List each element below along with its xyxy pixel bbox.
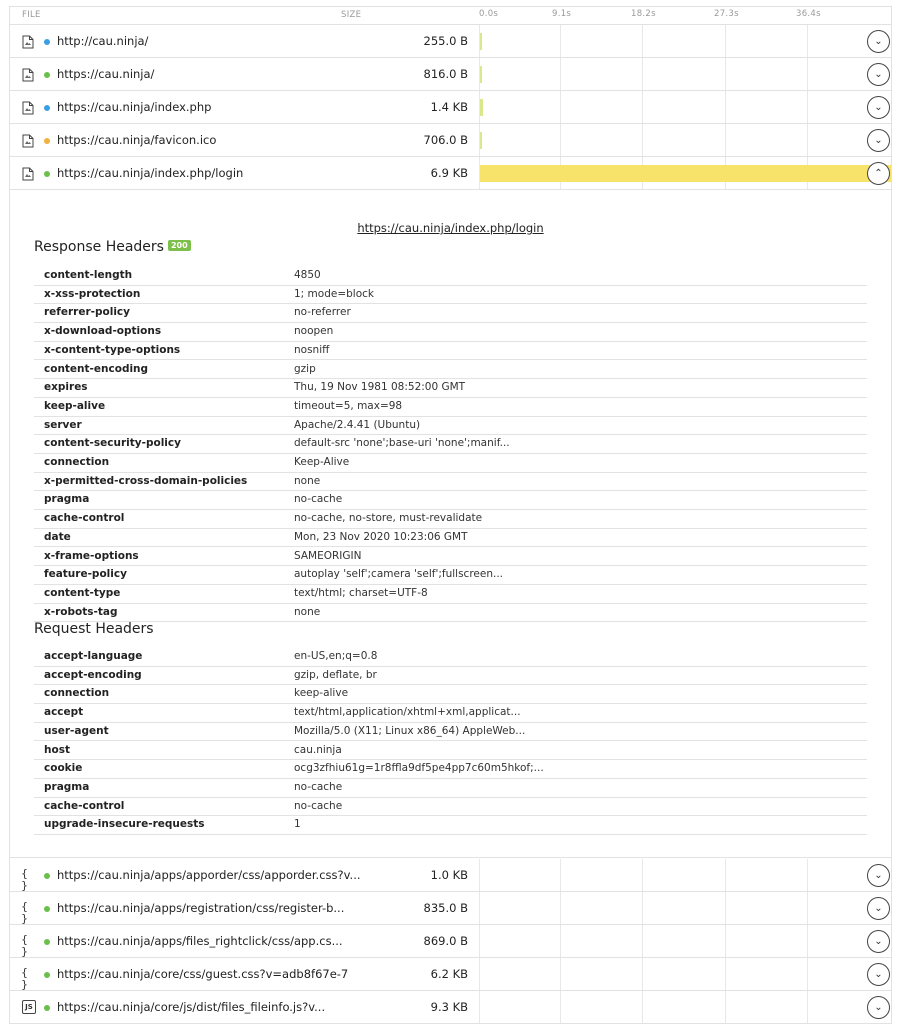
request-size: 1.4 KB: [430, 100, 468, 114]
request-row[interactable]: [10, 124, 892, 157]
header-value: Mozilla/5.0 (X11; Linux x86_64) AppleWeb...: [294, 724, 526, 737]
request-url[interactable]: https://cau.ninja/index.php/login: [57, 166, 244, 180]
timeline-tick: 0.0s: [479, 9, 499, 19]
status-dot: [44, 171, 50, 177]
timeline-tick: 27.3s: [714, 9, 739, 19]
expand-toggle-button[interactable]: [867, 129, 890, 152]
header-row: [34, 286, 867, 305]
page-icon: [22, 67, 34, 81]
timeline-gridline: [725, 58, 726, 90]
header-name: feature-policy: [44, 568, 127, 581]
request-url[interactable]: https://cau.ninja/apps/files_rightclick/css/app.cs...: [57, 934, 343, 948]
header-value: ocg3zfhiu61g=1r8ffla9df5pe4pp7c60m5hkof;...: [294, 762, 544, 775]
timeline-gridline: [479, 925, 480, 957]
status-badge: 200: [168, 240, 191, 251]
timeline-gridline: [725, 991, 726, 1023]
timeline-tick: 36.4s: [796, 9, 821, 19]
header-row: [34, 760, 867, 779]
chevron-down-icon: ⌄: [874, 102, 883, 113]
header-name: user-agent: [44, 724, 109, 737]
header-value: no-cache: [294, 493, 343, 506]
chevron-down-icon: ⌄: [874, 36, 883, 47]
header-name: x-frame-options: [44, 549, 139, 562]
header-name: x-robots-tag: [44, 605, 118, 618]
header-value: 1: [294, 818, 301, 831]
timeline-gridline: [560, 925, 561, 957]
header-row: [34, 491, 867, 510]
timeline-gridline: [725, 91, 726, 123]
timeline-gridline: [479, 991, 480, 1023]
header-name: date: [44, 530, 71, 543]
header-value: cau.ninja: [294, 743, 342, 756]
header-value: Apache/2.4.41 (Ubuntu): [294, 418, 421, 431]
timeline-gridline: [642, 25, 643, 57]
header-row: [34, 566, 867, 585]
header-row: [34, 510, 867, 529]
header-row: [34, 529, 867, 548]
header-row: [34, 304, 867, 323]
header-value: nosniff: [294, 343, 330, 356]
chevron-down-icon: ⌄: [874, 870, 883, 881]
request-row[interactable]: [10, 58, 892, 91]
timing-bar-track: [479, 991, 892, 1023]
header-name: content-type: [44, 586, 121, 599]
timeline-gridline: [560, 124, 561, 156]
header-value: SAMEORIGIN: [294, 549, 362, 562]
timing-bar-track: [479, 892, 892, 924]
header-value: no-referrer: [294, 306, 351, 319]
status-dot: [44, 1005, 50, 1011]
status-dot: [44, 138, 50, 144]
chevron-down-icon: ⌄: [874, 903, 883, 914]
header-value: no-cache, no-store, must-revalidate: [294, 512, 483, 525]
header-value: default-src 'none';base-uri 'none';manif...: [294, 437, 510, 450]
request-url[interactable]: https://cau.ninja/core/css/guest.css?v=adb8f67e-7: [57, 967, 349, 981]
status-dot: [44, 972, 50, 978]
header-value: Keep-Alive: [294, 456, 350, 468]
header-name: pragma: [44, 493, 90, 506]
request-url[interactable]: https://cau.ninja/core/js/dist/files_fileinfo.js?v...: [57, 1000, 326, 1014]
header-value: 4850: [294, 269, 321, 281]
header-row: [34, 361, 867, 380]
timeline-gridline: [725, 958, 726, 990]
header-row: [34, 454, 867, 473]
request-url[interactable]: http://cau.ninja/: [57, 34, 149, 48]
header-row: [34, 685, 867, 704]
timing-bar-track: [479, 157, 892, 189]
header-row: [34, 704, 867, 723]
timing-bar-track: [479, 124, 892, 156]
request-headers-title: Request Headers: [34, 621, 154, 637]
timeline-gridline: [560, 892, 561, 924]
expand-toggle-button[interactable]: [867, 996, 890, 1019]
timeline-gridline: [807, 958, 808, 990]
header-row: [34, 473, 867, 492]
timeline-gridline: [807, 124, 808, 156]
request-url[interactable]: https://cau.ninja/favicon.ico: [57, 133, 217, 147]
header-row: [34, 435, 867, 454]
header-row: [34, 548, 867, 567]
header-name: cookie: [44, 762, 83, 775]
header-value: noopen: [294, 325, 334, 338]
request-url[interactable]: https://cau.ninja/apps/apporder/css/apporder.css?v...: [57, 868, 361, 882]
timeline-gridline: [642, 958, 643, 990]
timeline-tick: 18.2s: [631, 9, 656, 19]
chevron-down-icon: ⌄: [874, 936, 883, 947]
timeline-gridline: [479, 958, 480, 990]
request-size: 869.0 B: [423, 934, 468, 948]
expand-toggle-button[interactable]: [867, 63, 890, 86]
header-name: host: [44, 743, 70, 756]
size-column-header[interactable]: SIZE: [341, 10, 362, 20]
page-icon: [22, 133, 34, 147]
timeline-gridline: [560, 25, 561, 57]
header-name: x-download-options: [44, 325, 162, 338]
timeline-gridline: [642, 892, 643, 924]
header-row: [34, 723, 867, 742]
timeline-gridline: [725, 892, 726, 924]
header-value: no-cache: [294, 780, 343, 793]
timing-bar: [480, 66, 482, 83]
header-value: no-cache: [294, 799, 343, 812]
header-name: content-security-policy: [44, 437, 181, 450]
timeline-gridline: [560, 859, 561, 891]
header-row: [34, 742, 867, 761]
request-row[interactable]: [10, 958, 892, 991]
header-value: autoplay 'self';camera 'self';fullscreen...: [294, 568, 503, 581]
expand-toggle-button[interactable]: [867, 930, 890, 953]
timeline-gridline: [807, 859, 808, 891]
header-name: server: [44, 418, 82, 431]
file-column-header[interactable]: FILE: [22, 10, 41, 20]
timeline-gridline: [807, 91, 808, 123]
timeline-gridline: [725, 859, 726, 891]
timeline-gridline: [642, 124, 643, 156]
page-icon: [22, 100, 34, 114]
timeline-gridline: [807, 925, 808, 957]
timeline-gridline: [642, 58, 643, 90]
request-row[interactable]: [10, 859, 892, 892]
header-name: content-length: [44, 269, 133, 281]
header-name: expires: [44, 381, 88, 394]
request-size: 255.0 B: [423, 34, 468, 48]
header-value: 1; mode=block: [294, 287, 374, 300]
timing-bar: [480, 165, 891, 182]
request-url[interactable]: https://cau.ninja/: [57, 67, 155, 81]
request-url[interactable]: https://cau.ninja/apps/registration/css/register-b...: [57, 901, 345, 915]
request-size: 6.2 KB: [430, 967, 468, 981]
timing-bar-track: [479, 25, 892, 57]
header-name: keep-alive: [44, 399, 106, 412]
chevron-up-icon: ⌃: [874, 168, 883, 179]
timeline-gridline: [725, 25, 726, 57]
header-name: x-xss-protection: [44, 287, 141, 300]
header-value: text/html; charset=UTF-8: [294, 586, 428, 599]
request-row[interactable]: [10, 892, 892, 925]
request-size: 1.0 KB: [430, 868, 468, 882]
header-value: gzip: [294, 362, 316, 375]
timeline-gridline: [642, 925, 643, 957]
timing-bar-track: [479, 958, 892, 990]
header-row: [34, 342, 867, 361]
css-file-icon: { }: [21, 900, 28, 925]
header-name: accept: [44, 706, 84, 719]
header-name: accept-language: [44, 650, 143, 662]
request-row[interactable]: [10, 91, 892, 124]
header-row: [34, 379, 867, 398]
header-row: [34, 585, 867, 604]
timeline-gridline: [807, 58, 808, 90]
header-row: [34, 816, 867, 835]
expand-toggle-button[interactable]: [867, 963, 890, 986]
timing-bar-track: [479, 91, 892, 123]
status-dot: [44, 105, 50, 111]
table-header: [10, 7, 892, 25]
request-size: 9.3 KB: [430, 1000, 468, 1014]
status-dot: [44, 72, 50, 78]
request-row[interactable]: [10, 25, 892, 58]
timeline-tick: 9.1s: [552, 9, 572, 19]
request-url[interactable]: https://cau.ninja/index.php: [57, 100, 212, 114]
chevron-down-icon: ⌄: [874, 969, 883, 980]
timeline-gridline: [560, 58, 561, 90]
request-url-link[interactable]: https://cau.ninja/index.php/login: [357, 221, 544, 235]
response-headers-label: Response Headers: [34, 239, 164, 255]
response-headers-title: [34, 239, 191, 255]
css-file-icon: { }: [21, 867, 28, 892]
chevron-down-icon: ⌄: [874, 135, 883, 146]
header-name: content-encoding: [44, 362, 149, 375]
status-dot: [44, 39, 50, 45]
status-dot: [44, 939, 50, 945]
expand-toggle-button[interactable]: [867, 864, 890, 887]
timing-bar-track: [479, 859, 892, 891]
timeline-gridline: [479, 859, 480, 891]
request-size: 816.0 B: [423, 67, 468, 81]
timeline-gridline: [560, 958, 561, 990]
timeline-gridline: [807, 892, 808, 924]
timeline-gridline: [807, 25, 808, 57]
header-row: [34, 323, 867, 342]
page-icon: [22, 166, 34, 180]
expand-toggle-button[interactable]: [867, 96, 890, 119]
request-row[interactable]: [10, 991, 892, 1024]
timeline-gridline: [642, 859, 643, 891]
request-row[interactable]: [10, 157, 892, 190]
request-size: 706.0 B: [423, 133, 468, 147]
status-dot: [44, 873, 50, 879]
header-name: connection: [44, 687, 110, 700]
header-row: [34, 604, 867, 623]
header-row: [34, 667, 867, 686]
header-value: timeout=5, max=98: [294, 399, 403, 412]
timeline-gridline: [642, 991, 643, 1023]
css-file-icon: { }: [21, 933, 28, 958]
header-name: accept-encoding: [44, 668, 142, 681]
header-name: cache-control: [44, 799, 125, 812]
header-value: keep-alive: [294, 687, 349, 700]
chevron-down-icon: ⌄: [874, 1002, 883, 1013]
header-name: cache-control: [44, 512, 125, 525]
page-icon: [22, 34, 34, 48]
header-row: [34, 798, 867, 817]
timeline-gridline: [560, 991, 561, 1023]
header-name: referrer-policy: [44, 306, 130, 319]
header-value: Mon, 23 Nov 2020 10:23:06 GMT: [294, 530, 468, 543]
header-value: text/html,application/xhtml+xml,applicat...: [294, 706, 521, 719]
timeline-gridline: [479, 892, 480, 924]
timing-bar: [480, 132, 482, 149]
header-name: upgrade-insecure-requests: [44, 818, 205, 831]
expand-toggle-button[interactable]: [867, 30, 890, 53]
header-row: [34, 417, 867, 436]
header-name: pragma: [44, 780, 90, 793]
timing-bar-track: [479, 925, 892, 957]
timeline-gridline: [725, 925, 726, 957]
header-value: en-US,en;q=0.8: [294, 650, 378, 662]
header-name: connection: [44, 456, 110, 468]
expand-toggle-button[interactable]: [867, 897, 890, 920]
header-row: [34, 648, 867, 667]
header-row: [34, 779, 867, 798]
timeline-gridline: [725, 124, 726, 156]
chevron-down-icon: ⌄: [874, 69, 883, 80]
timeline-gridline: [560, 91, 561, 123]
header-value: gzip, deflate, br: [294, 668, 377, 681]
header-name: x-permitted-cross-domain-policies: [44, 474, 248, 487]
timing-bar: [480, 99, 483, 116]
request-row[interactable]: [10, 925, 892, 958]
request-size: 6.9 KB: [430, 166, 468, 180]
header-row: [34, 398, 867, 417]
expand-toggle-button[interactable]: [867, 162, 890, 185]
header-name: x-content-type-options: [44, 343, 181, 356]
header-value: none: [294, 605, 321, 618]
timing-bar-track: [479, 58, 892, 90]
timing-bar: [480, 33, 482, 50]
timeline-gridline: [807, 991, 808, 1023]
timeline-gridline: [642, 91, 643, 123]
network-waterfall: [9, 6, 892, 1024]
request-size: 835.0 B: [423, 901, 468, 915]
header-value: Thu, 19 Nov 1981 08:52:00 GMT: [294, 381, 466, 394]
header-row: [34, 267, 867, 286]
status-dot: [44, 906, 50, 912]
js-file-icon: JS: [22, 1000, 36, 1014]
header-value: none: [294, 474, 321, 487]
css-file-icon: { }: [21, 966, 28, 991]
request-detail-panel: [10, 191, 892, 858]
